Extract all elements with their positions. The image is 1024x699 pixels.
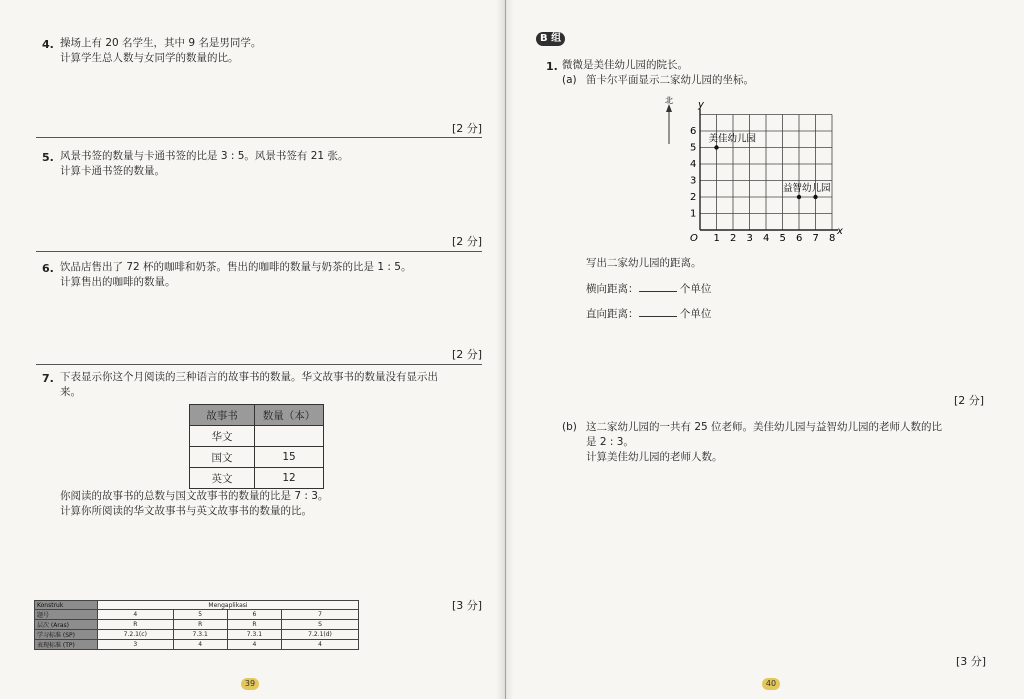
page-number: 40 [762,678,780,690]
cartesian-plane [658,96,868,248]
tracker-row [35,640,359,650]
part-b-marks: [3 分] [956,655,987,668]
unit-label: 个单位 [679,283,712,295]
assessment-tracker-table [34,600,359,650]
tracker-cell: 5 [173,610,227,620]
part-b-label: (b) [562,421,577,433]
x-axis-label: x [837,226,843,237]
tracker-cell: 4 [98,610,174,620]
y-tick-label: 2 [690,192,697,203]
divider [36,137,482,138]
divider [36,364,482,365]
point-label: 益智幼儿园 [783,183,831,194]
question-5-line1: 风景书签的数量与卡通书签的比是 3 : 5。风景书签有 21 张。 [60,150,349,162]
x-tick-label: 5 [779,233,786,244]
part-a-marks: [2 分] [954,394,985,407]
x-tick-label: 7 [812,233,819,244]
table-cell: 华文 [190,426,255,447]
question-5-number: 5. [42,151,54,164]
divider [36,251,482,252]
plot-point [797,195,801,199]
part-b-line3: 计算美佳幼儿园的老师人数。 [586,451,723,463]
tracker-cell: 4 [227,640,281,650]
section-badge: B 组 [536,32,565,46]
table-cell [255,426,324,447]
right-page [506,0,1024,699]
part-a-ask: 写出二家幼儿园的距离。 [586,257,702,269]
y-tick-label: 1 [690,208,697,220]
x-tick-label: 4 [763,233,770,244]
north-label: 北 [665,96,673,105]
question-6-line1: 饮品店售出了 72 杯的咖啡和奶茶。售出的咖啡的数量与奶茶的比是 1 : 5。 [60,261,412,273]
tracker-cell: 3 [98,640,174,650]
plot-point [813,195,817,199]
part-a-text: 笛卡尔平面显示二家幼儿园的坐标。 [586,74,754,86]
tracker-cell: 7.3.1 [227,630,281,640]
tracker-title-row [35,601,359,610]
vertical-distance-line [586,306,711,322]
tracker-row [35,610,359,620]
y-tick-label: 3 [690,175,697,187]
question-5-marks: [2 分] [452,235,483,248]
question-1-number: 1. [546,60,558,73]
north-arrow-icon [666,104,672,144]
plane-axes [700,109,838,231]
x-tick-label: 8 [829,233,836,244]
tracker-cell: R [227,620,281,630]
question-7-line3: 你阅读的故事书的总数与国文故事书的数量的比是 7 : 3。 [60,490,329,502]
tracker-row [35,630,359,640]
tracker-cell: R [98,620,174,630]
table-header-quantity: 数量（本） [255,405,324,426]
plot-point [714,145,718,149]
x-tick-label: 2 [730,233,737,244]
left-page [0,0,506,699]
tracker-cell: 7.2.1(c) [98,630,174,640]
question-4-line2: 计算学生总人数与女同学的数量的比。 [60,52,239,64]
horizontal-distance-blank[interactable] [639,281,677,292]
question-4-marks: [2 分] [452,122,483,135]
x-tick-label: 6 [796,233,803,244]
table-header-book: 故事书 [190,405,255,426]
table-row [190,426,324,447]
y-axis-label: y [698,99,704,111]
tracker-cell: 4 [173,640,227,650]
tracker-title-left: Konstruk [35,601,98,610]
tracker-title-right: Mengaplikasi [98,601,359,610]
vertical-distance-blank[interactable] [639,306,677,317]
y-tick-label: 4 [690,159,697,170]
part-b-line2: 是 2 : 3。 [586,436,634,448]
tracker-row [35,620,359,630]
tracker-cell: 7.3.1 [173,630,227,640]
story-book-table [189,404,324,489]
tracker-row-label: 表现标准 (TP) [35,640,98,650]
x-tick-label: 1 [713,233,720,244]
question-4-line1: 操场上有 20 名学生，其中 9 名是男同学。 [60,37,262,49]
origin-label: O [690,233,698,244]
tracker-row-label: 题号 [35,610,98,620]
horizontal-distance-label: 横向距离： [586,283,639,295]
tracker-row-label: 学习标准 (SP) [35,630,98,640]
plane-points [709,133,831,200]
table-row [190,447,324,468]
question-7-number: 7. [42,372,54,385]
question-6-line2: 计算售出的咖啡的数量。 [60,276,176,288]
plane-grid [700,115,832,231]
x-tick-label: 3 [746,233,753,244]
tracker-cell: S [282,620,359,630]
part-b-line1: 这二家幼儿园的一共有 25 位老师。美佳幼儿园与益智幼儿园的老师人数的比 [586,421,943,433]
book-gutter [496,0,514,699]
table-cell: 国文 [190,447,255,468]
table-cell: 15 [255,447,324,468]
question-7-marks: [3 分] [452,599,483,612]
question-6-marks: [2 分] [452,348,483,361]
question-1-intro: 微微是美佳幼儿园的院长。 [562,59,688,71]
tracker-cell: 7 [282,610,359,620]
horizontal-distance-line [586,281,711,297]
plane-tick-labels [690,100,843,245]
question-7-line2: 来。 [60,386,81,398]
point-label: 美佳幼儿园 [708,133,757,145]
unit-label: 个单位 [679,308,712,320]
question-4-number: 4. [42,38,54,51]
table-header-row [190,405,324,426]
tracker-cell: R [173,620,227,630]
table-cell: 12 [255,468,324,489]
tracker-cell: 4 [282,640,359,650]
question-7-line1: 下表显示你这个月阅读的三种语言的故事书的数量。华文故事书的数量没有显示出 [60,371,438,383]
question-5-line2: 计算卡通书签的数量。 [60,165,165,177]
question-7-line4: 计算你所阅读的华文故事书与英文故事书的数量的比。 [60,505,312,517]
table-row [190,468,324,489]
y-tick-label: 6 [690,126,697,137]
tracker-row-label: 层次 (Aras) [35,620,98,630]
y-tick-label: 5 [690,142,697,154]
page-number: 39 [241,678,259,690]
vertical-distance-label: 直向距离： [586,308,639,320]
tracker-cell: 6 [227,610,281,620]
part-a-label: (a) [562,74,577,86]
question-6-number: 6. [42,262,54,275]
tracker-cell: 7.2.1(d) [282,630,359,640]
table-cell: 英文 [190,468,255,489]
